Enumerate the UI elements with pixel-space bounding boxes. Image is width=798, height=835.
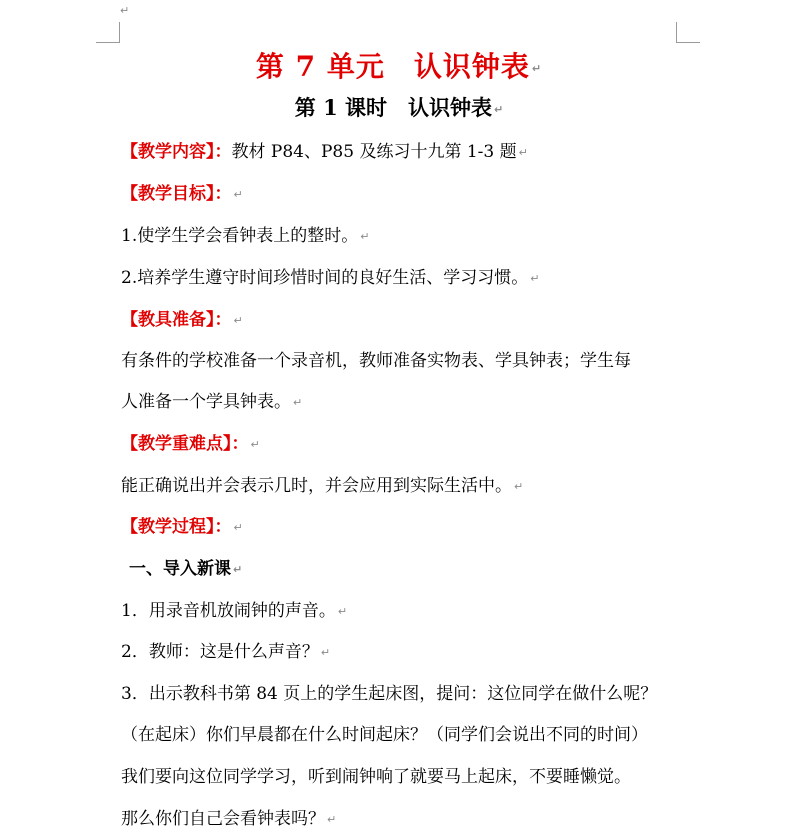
paragraph-mark-icon: ↵ bbox=[531, 62, 543, 75]
paragraph-mark-icon: ↵ bbox=[494, 103, 504, 116]
process-line-text: 3．出示教科书第 84 页上的学生起床图，提问：这位同学在做什么呢？ bbox=[121, 684, 658, 704]
top-right-crop-mark bbox=[676, 22, 700, 43]
paragraph-mark-icon: ↵ bbox=[233, 521, 243, 534]
goals-label: 【教学目标】： bbox=[121, 184, 232, 204]
paragraph-mark-icon: ↵ bbox=[233, 314, 243, 327]
paragraph-mark-icon: ↵ bbox=[120, 4, 130, 17]
process-subheading-text: 一、导入新课 bbox=[129, 559, 231, 579]
process-label: 【教学过程】： bbox=[121, 517, 232, 537]
process-line bbox=[121, 637, 330, 662]
top-left-crop-mark bbox=[96, 22, 120, 43]
process-line-text: 我们要向这位同学学习，听到闹钟响了就要马上起床，不要睡懒觉。 bbox=[121, 767, 631, 787]
process-line-text: 2．教师：这是什么声音？ bbox=[121, 642, 319, 662]
content-label: 【教学内容】： bbox=[121, 142, 232, 162]
process-line bbox=[121, 804, 336, 829]
title-text: 第 7 单元 认识钟表 bbox=[255, 50, 530, 83]
prep-heading bbox=[121, 305, 243, 330]
goal-item-text: 1.使学生学会看钟表上的整时。 bbox=[121, 226, 359, 246]
process-line bbox=[121, 720, 648, 745]
prep-line-text: 人准备一个学具钟表。 bbox=[121, 392, 291, 412]
document-subtitle bbox=[0, 92, 798, 122]
keypoints-label: 【教学重难点】： bbox=[121, 434, 249, 454]
prep-label: 【教具准备】： bbox=[121, 310, 232, 330]
goal-item bbox=[121, 221, 369, 246]
keypoints-line bbox=[121, 471, 523, 496]
prep-line-text: 有条件的学校准备一个录音机，教师准备实物表、学具钟表；学生每 bbox=[121, 351, 631, 371]
keypoints-text: 能正确说出并会表示几时，并会应用到实际生活中。 bbox=[121, 476, 512, 496]
goal-item-text: 2.培养学生遵守时间珍惜时间的良好生活、学习习惯。 bbox=[121, 268, 529, 288]
paragraph-mark-icon: ↵ bbox=[320, 646, 331, 659]
content-line bbox=[121, 137, 528, 162]
paragraph-mark-icon: ↵ bbox=[233, 188, 243, 201]
paragraph-mark-icon: ↵ bbox=[250, 438, 260, 451]
process-line-text: 那么你们自己会看钟表吗？ bbox=[121, 809, 325, 829]
process-line-text: 1．用录音机放闹钟的声音。 bbox=[121, 601, 336, 621]
goal-item bbox=[121, 263, 539, 288]
process-heading bbox=[121, 512, 243, 537]
paragraph-mark-icon: ↵ bbox=[514, 480, 524, 493]
content-text: 教材 P84、P85 及练习十九第 1-3 题 bbox=[231, 142, 517, 162]
subtitle-text: 第 1 课时 认识钟表 bbox=[294, 95, 492, 120]
paragraph-mark-icon: ↵ bbox=[518, 146, 528, 159]
process-subheading bbox=[129, 554, 242, 579]
paragraph-mark-icon: ↵ bbox=[530, 272, 540, 285]
keypoints-heading bbox=[121, 429, 260, 454]
process-line-text: （在起床）你们早晨都在什么时间起床？（同学们会说出不同的时间） bbox=[121, 725, 648, 745]
paragraph-mark-icon: ↵ bbox=[360, 230, 370, 243]
document-title bbox=[0, 45, 798, 85]
paragraph-mark-icon: ↵ bbox=[327, 813, 337, 826]
prep-line bbox=[121, 346, 631, 371]
paragraph-mark-icon: ↵ bbox=[293, 396, 303, 409]
process-line bbox=[121, 679, 657, 704]
prep-line bbox=[121, 387, 302, 412]
process-line bbox=[121, 596, 347, 621]
paragraph-mark-icon: ↵ bbox=[337, 605, 348, 618]
paragraph-mark-icon: ↵ bbox=[233, 563, 243, 576]
process-line bbox=[121, 762, 631, 787]
goals-heading bbox=[121, 179, 243, 204]
